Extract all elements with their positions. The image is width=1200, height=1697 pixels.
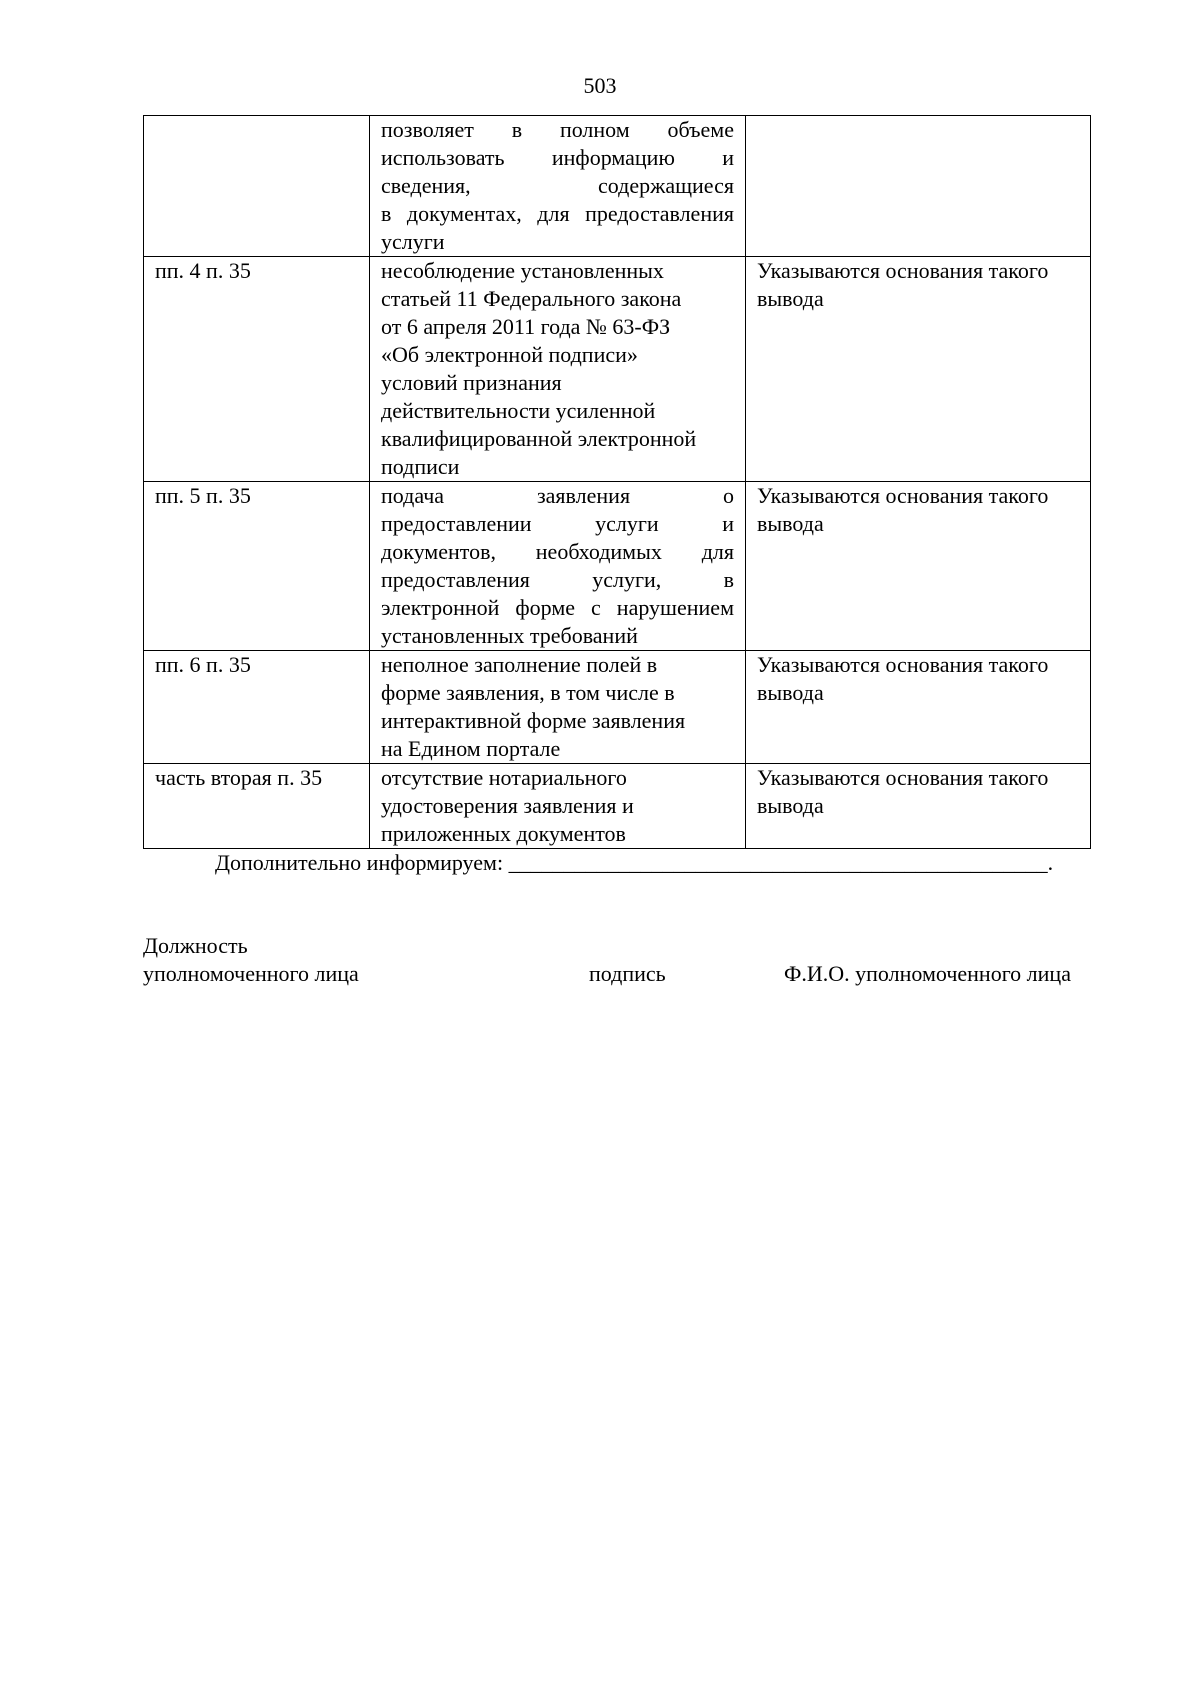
reason-line: условий признания [381,370,562,395]
reason-line: предоставлении услуги и [381,511,734,536]
signature-label: подпись [589,961,666,986]
explanation-cell [746,116,1091,257]
table-row [144,116,1091,257]
reason-line: форме заявления, в том числе в [381,680,675,705]
reason-line: услуги [381,229,445,254]
basis-cell: пп. 4 п. 35 [144,257,370,482]
reason-line: статьей 11 Федерального закона [381,286,682,311]
grounds-table [143,115,1091,849]
reason-line: в документах, для предоставления [381,201,734,226]
reason-line: предоставления услуги, в [381,567,734,592]
name-label: Ф.И.О. уполномоченного лица [784,961,1071,986]
table-row [144,651,1091,764]
position-label-line: Должность [143,933,248,958]
reason-line: приложенных документов [381,821,626,846]
basis-cell: пп. 5 п. 35 [144,482,370,651]
reason-line: удостоверения заявления и [381,793,634,818]
signature-position-label [143,932,359,988]
reason-line: документов, необходимых для [381,539,734,564]
reason-line: на Едином портале [381,736,561,761]
explanation-cell: Указываются основания такого вывода [746,651,1091,764]
reason-line: интерактивной форме заявления [381,708,686,733]
reason-line: электронной форме с нарушением [381,595,734,620]
basis-cell: часть вторая п. 35 [144,764,370,849]
reason-line: несоблюдение установленных [381,258,664,283]
position-label-line: уполномоченного лица [143,961,359,986]
reason-cell [370,482,746,651]
reason-line: действительности усиленной [381,398,656,423]
page-number: 503 [583,73,617,98]
reason-line: неполное заполнение полей в [381,652,658,677]
explanation-cell: Указываются основания такого вывода [746,482,1091,651]
basis-cell: пп. 6 п. 35 [144,651,370,764]
reason-line: квалифицированной электронной [381,426,697,451]
reason-cell [370,116,746,257]
reason-line: «Об электронной подписи» [381,342,638,367]
reason-line: сведения, содержащиеся [381,173,734,198]
reason-line: от 6 апреля 2011 года № 63-ФЗ [381,314,671,339]
table-row [144,257,1091,482]
reason-line: подписи [381,454,460,479]
explanation-cell: Указываются основания такого вывода [746,764,1091,849]
explanation-cell: Указываются основания такого вывода [746,257,1091,482]
table-row [144,764,1091,849]
basis-cell [144,116,370,257]
table-row [144,482,1091,651]
reason-cell [370,764,746,849]
reason-cell [370,651,746,764]
reason-line: отсутствие нотариального [381,765,627,790]
additional-info: Дополнительно информируем: _________________________________________________. [215,850,1054,875]
reason-line: подача заявления о [381,483,734,508]
reason-line: позволяет в полном объеме [381,117,734,142]
reason-line: использовать информацию и [381,145,734,170]
reason-cell [370,257,746,482]
reason-line: установленных требований [381,623,638,648]
